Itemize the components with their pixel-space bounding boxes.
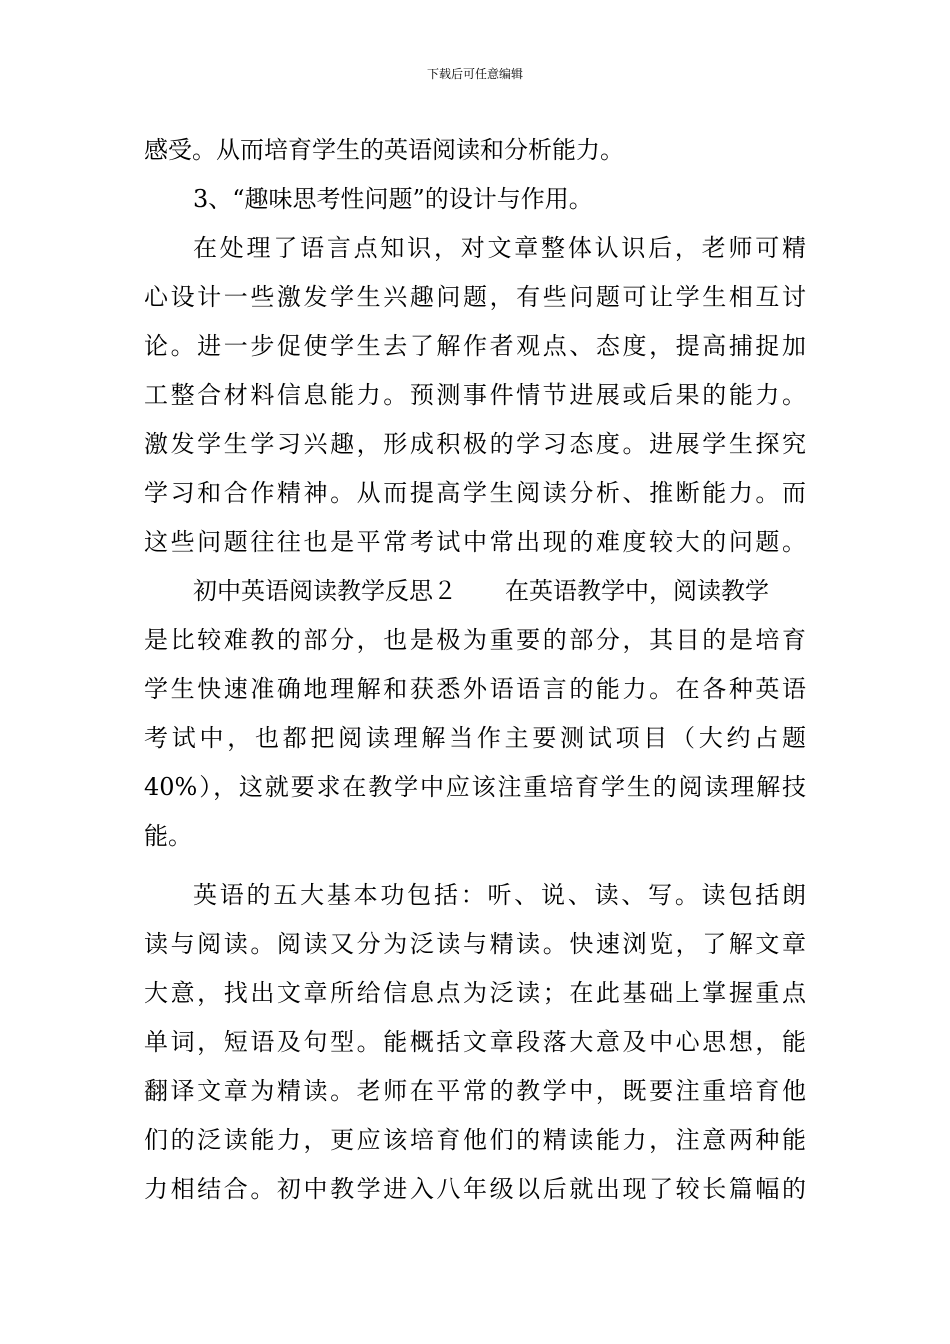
text-line: 读与阅读。阅读又分为泛读与精读。快速浏览，了解文章 xyxy=(144,930,806,958)
text-line: 40%），这就要求在教学中应该注重培育学生的阅读理解技 xyxy=(144,773,806,801)
text-line: 们的泛读能力，更应该培育他们的精读能力，注意两种能 xyxy=(144,1126,806,1154)
text-line: 考试中，也都把阅读理解当作主要测试项目（大约占题 xyxy=(144,724,806,752)
text-line: 工整合材料信息能力。预测事件情节进展或后果的能力。 xyxy=(144,381,806,409)
text-line: 力相结合。初中教学进入八年级以后就出现了较长篇幅的 xyxy=(144,1175,806,1203)
page-header: 下载后可任意编辑 xyxy=(426,67,523,81)
text-line: 在处理了语言点知识，对文章整体认识后，老师可精 xyxy=(193,234,806,262)
text-line: 英语的五大基本功包括：听、说、读、写。读包括朗 xyxy=(193,881,806,909)
text-line: 3、“趣味思考性问题”的设计与作用。 xyxy=(193,185,593,213)
text-line: 感受。从而培育学生的英语阅读和分析能力。 xyxy=(144,136,624,164)
text-line: 学习和合作精神。从而提高学生阅读分析、推断能力。而 xyxy=(144,479,806,507)
text-line: 能。 xyxy=(144,822,192,850)
text-line: 学生快速准确地理解和获悉外语语言的能力。在各种英语 xyxy=(144,675,806,703)
text-line: 单词，短语及句型。能概括文章段落大意及中心思想，能 xyxy=(144,1028,806,1056)
text-line xyxy=(193,573,824,609)
text-line: 翻译文章为精读。老师在平常的教学中，既要注重培育他 xyxy=(144,1077,806,1105)
text-line: 激发学生学习兴趣，形成积极的学习态度。进展学生探究 xyxy=(144,430,806,458)
text-line: 大意，找出文章所给信息点为泛读；在此基础上掌握重点 xyxy=(144,979,806,1007)
text-line: 这些问题往往也是平常考试中常出现的难度较大的问题。 xyxy=(144,528,806,556)
text-line: 心设计一些激发学生兴趣问题，有些问题可让学生相互讨 xyxy=(144,283,806,311)
text-line: 是比较难教的部分，也是极为重要的部分，其目的是培育 xyxy=(144,626,806,654)
text-line: 论。进一步促使学生去了解作者观点、态度，提高捕捉加 xyxy=(144,332,806,360)
section-title: 初中英语阅读教学反思２ xyxy=(193,577,457,605)
text-span: 在英语教学中，阅读教学 xyxy=(505,577,769,605)
